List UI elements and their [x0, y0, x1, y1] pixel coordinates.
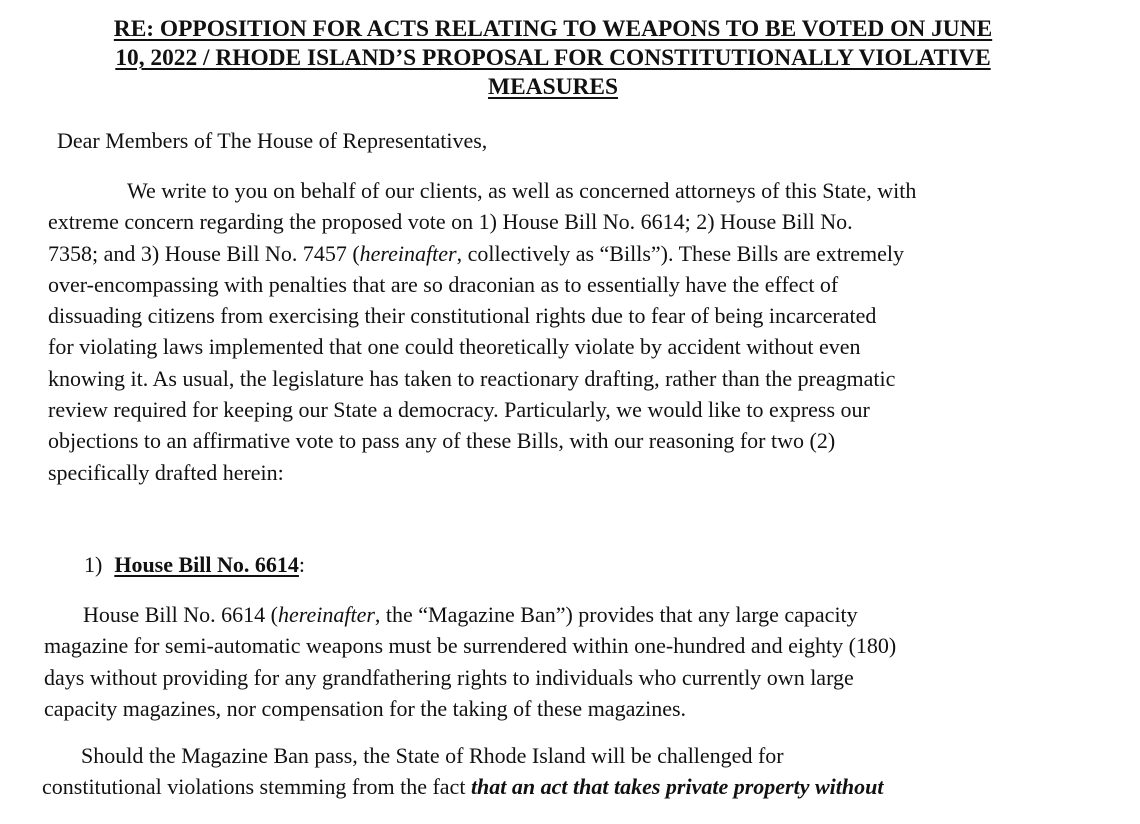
- heading-line-1: RE: OPPOSITION FOR ACTS RELATING TO WEAPONS TO BE VOTED ON JUNE: [113, 16, 993, 42]
- intro-line-6: for violating laws implemented that one could theoretically violate by accident without even: [48, 334, 861, 360]
- heading-line-2: 10, 2022 / RHODE ISLAND’S PROPOSAL FOR CONSTITUTIONALLY VIOLATIVE: [115, 45, 991, 71]
- intro-line-3-end: , collectively as “Bills”). These Bills are extremely: [456, 240, 904, 266]
- intro-line-3: [48, 238, 916, 269]
- intro-line-3-start: 7358; and 3) House Bill No. 7457 (: [48, 240, 360, 266]
- challenge-paragraph: [42, 740, 883, 803]
- intro-line-2: extreme concern regarding the proposed vote on 1) House Bill No. 6614; 2) House Bill No.: [48, 209, 853, 235]
- salutation: Dear Members of The House of Representatives,: [57, 128, 488, 153]
- challenge-line-2-start: constitutional violations stemming from the fact: [42, 774, 471, 800]
- magazine-line-4: capacity magazines, nor compensation for the taking of these magazines.: [44, 695, 687, 721]
- intro-line-7: knowing it. As usual, the legislature has taken to reactionary drafting, rather than the preagmatic: [48, 365, 896, 391]
- emphasized-clause: that an act that takes private property without: [470, 774, 884, 800]
- magazine-line-1-end: , the “Magazine Ban”) provides that any large capacity: [374, 602, 858, 627]
- hereinafter-term: hereinafter: [359, 240, 457, 266]
- intro-line-10: specifically drafted herein:: [48, 459, 284, 485]
- challenge-line-1: Should the Magazine Ban pass, the State of Rhode Island will be challenged for: [81, 743, 784, 768]
- intro-line-8: review required for keeping our State a democracy. Particularly, we would like to express our: [48, 397, 870, 423]
- magazine-line-2: magazine for semi-automatic weapons must be surrendered within one-hundred and eighty (180): [44, 633, 897, 659]
- intro-line-9: objections to an affirmative vote to pass any of these Bills, with our reasoning for two (2): [48, 428, 836, 454]
- section-number: 1): [84, 552, 103, 577]
- hereinafter-term-2: hereinafter: [277, 602, 375, 627]
- magazine-line-1: [44, 599, 896, 630]
- intro-line-5: dissuading citizens from exercising their constitutional rights due to fear of being incarcerated: [48, 303, 877, 329]
- intro-paragraph: [48, 175, 916, 488]
- heading-line-3: MEASURES: [488, 74, 618, 100]
- intro-line-4: over-encompassing with penalties that are so draconian as to essentially have the effect of: [48, 271, 839, 297]
- section-suffix: :: [298, 552, 306, 577]
- section-heading-bill-6614: [84, 550, 305, 579]
- letter-heading: [48, 15, 1058, 102]
- magazine-ban-paragraph: [44, 599, 896, 724]
- section-title: House Bill No. 6614: [114, 552, 299, 577]
- intro-line-1: We write to you on behalf of our clients, as well as concerned attorneys of this State, with: [127, 178, 917, 203]
- magazine-line-3: days without providing for any grandfathering rights to individuals who currently own large: [44, 664, 854, 690]
- magazine-line-1-start: House Bill No. 6614 (: [83, 602, 278, 627]
- challenge-line-2: [42, 771, 883, 802]
